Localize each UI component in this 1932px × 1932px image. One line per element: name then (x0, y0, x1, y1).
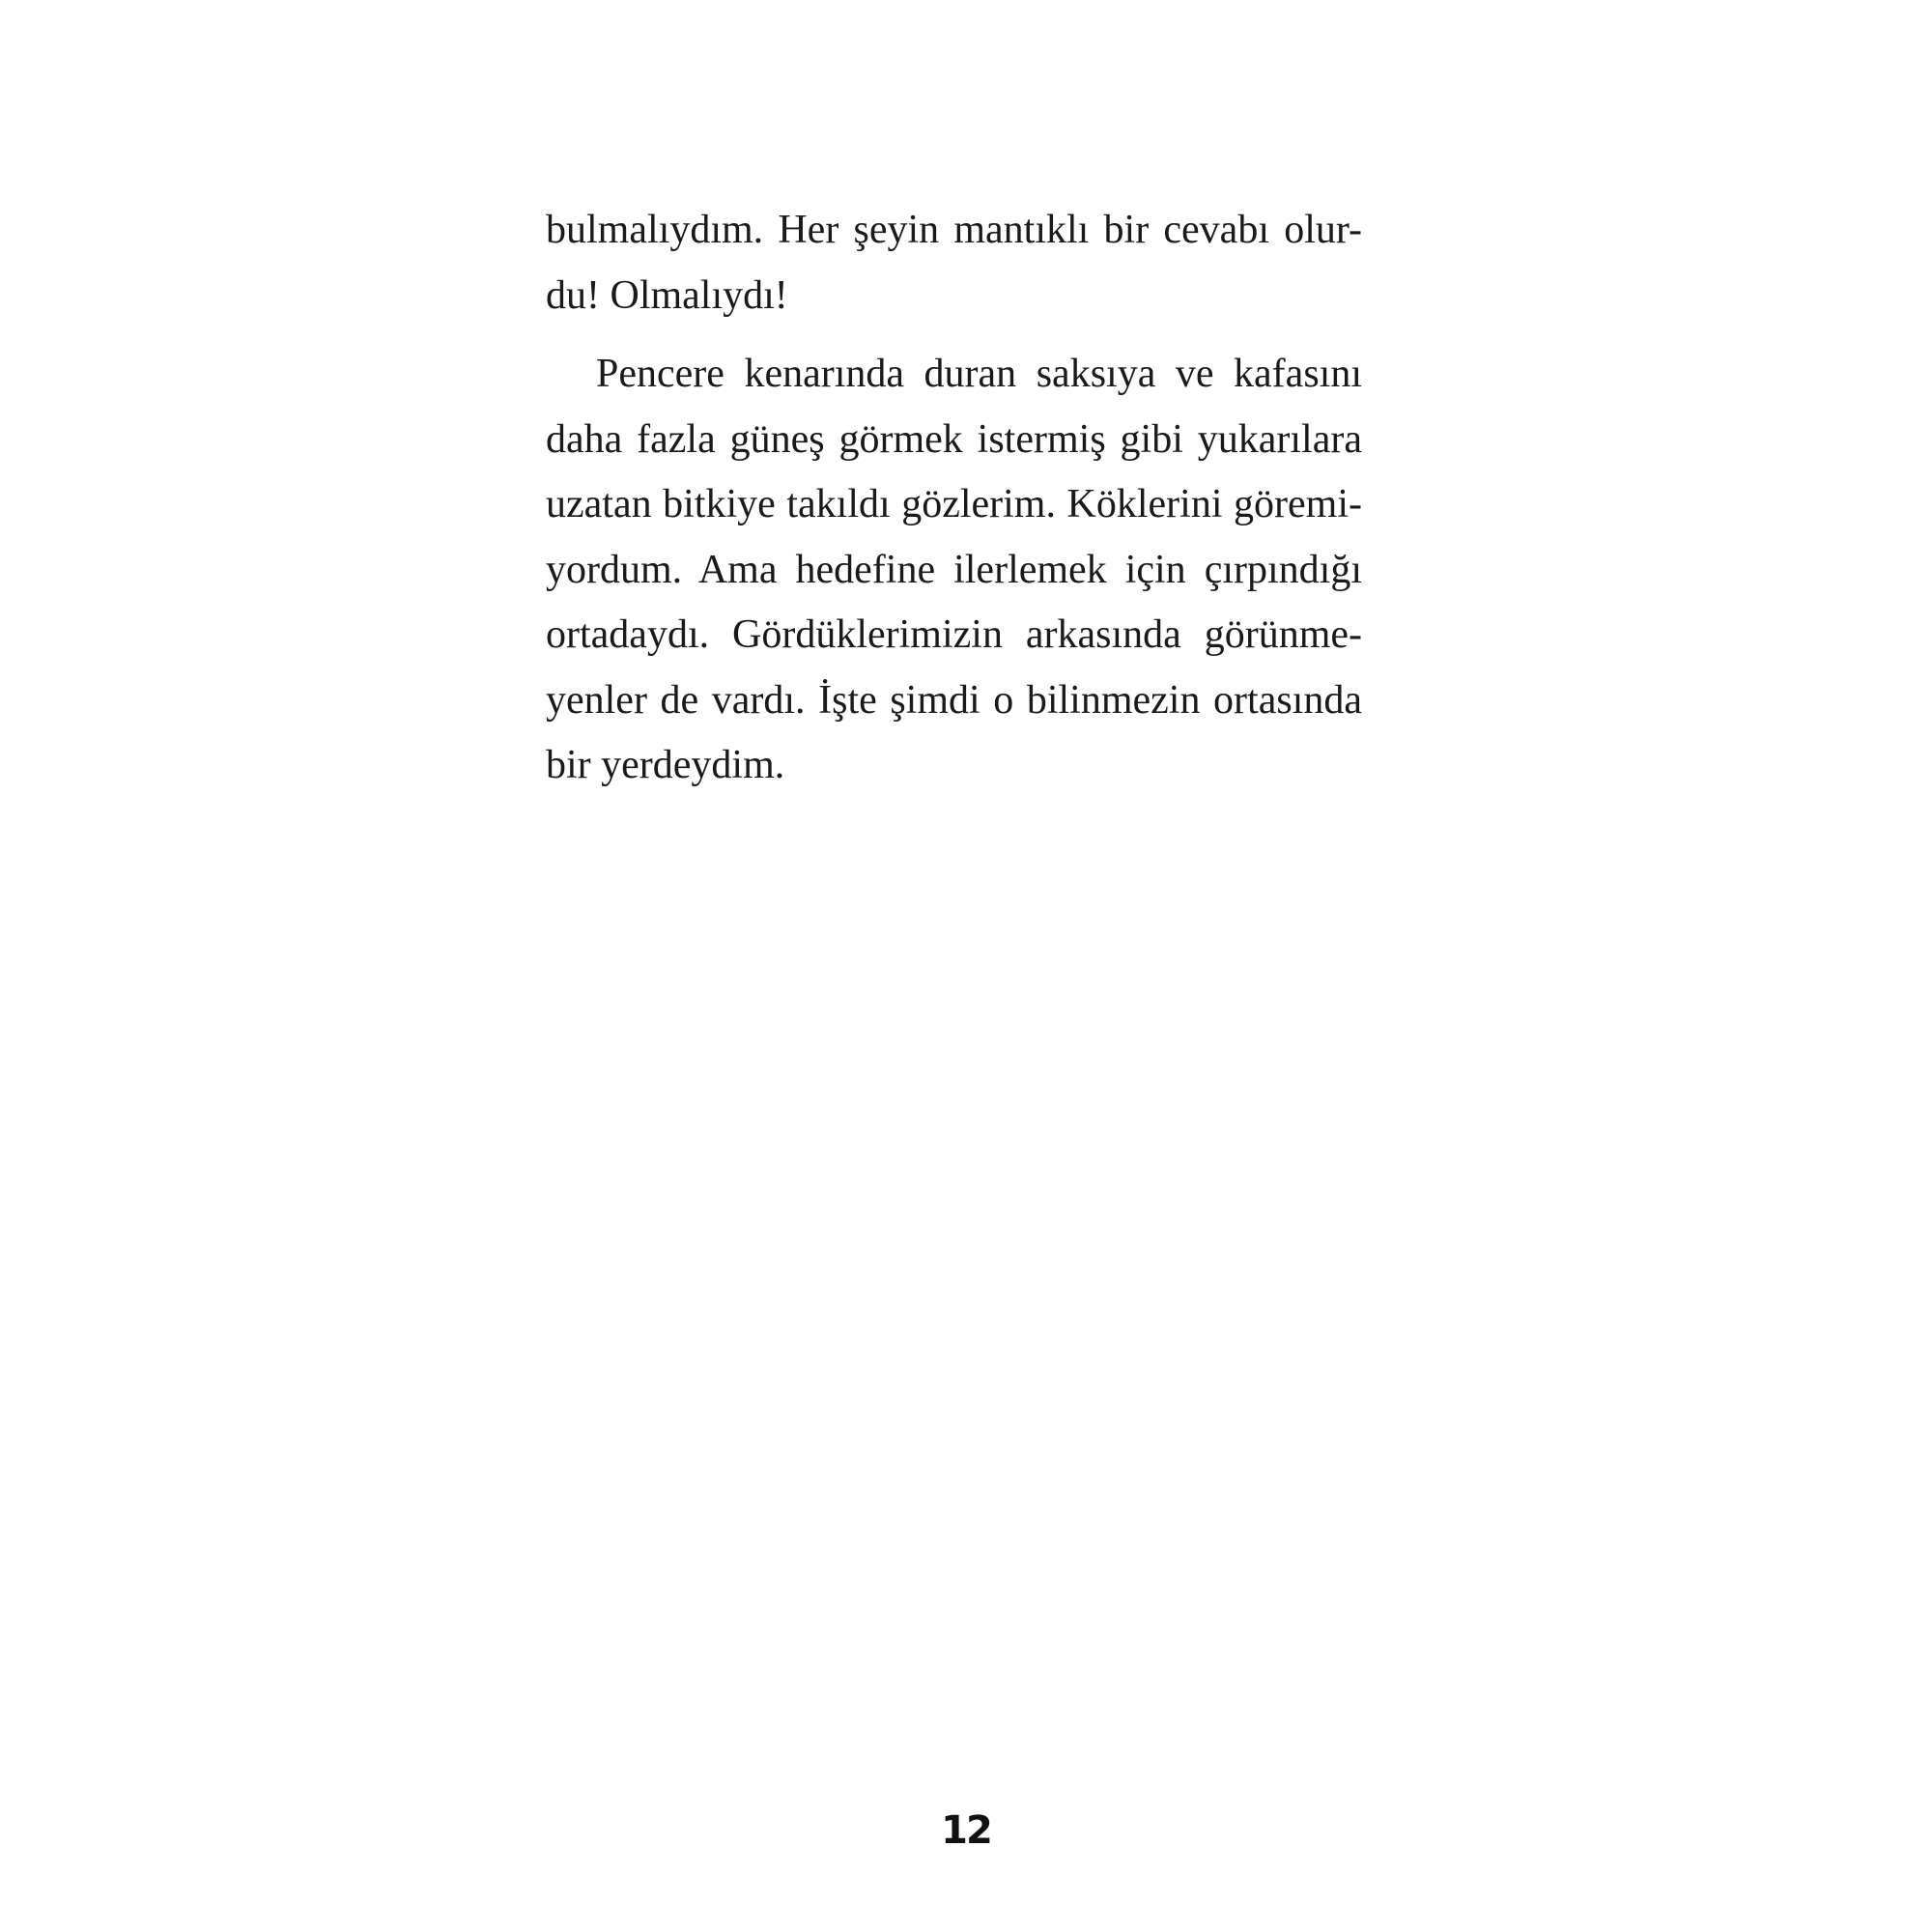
page-number: 12 (941, 1808, 991, 1853)
text-line: yordum. Ama hedefine ilerlemek için çırpındığı (546, 547, 1362, 592)
text-line: daha fazla güneş görmek istermiş gibi yukarılara (546, 416, 1362, 462)
text-line: ortadaydı. Gördüklerimizin arkasında görünme- (546, 612, 1362, 657)
body-text (546, 198, 1362, 799)
text-line: bulmalıydım. Her şeyin mantıklı bir cevabı olur- (546, 208, 1362, 252)
text-line: uzatan bitkiye takıldı gözlerim. Köklerini göremi- (546, 482, 1362, 526)
text-line: du! Olmalıydı! (546, 272, 788, 318)
paragraph-2 (546, 342, 1362, 799)
text-line: bir yerdeydim. (546, 743, 785, 787)
text-line: Pencere kenarında duran saksıya ve kafasını (596, 352, 1362, 396)
paragraph-spacer (546, 328, 1362, 342)
text-line: yenler de vardı. İşte şimdi o bilinmezin ortasında (546, 677, 1362, 723)
paragraph-1 (546, 198, 1362, 328)
